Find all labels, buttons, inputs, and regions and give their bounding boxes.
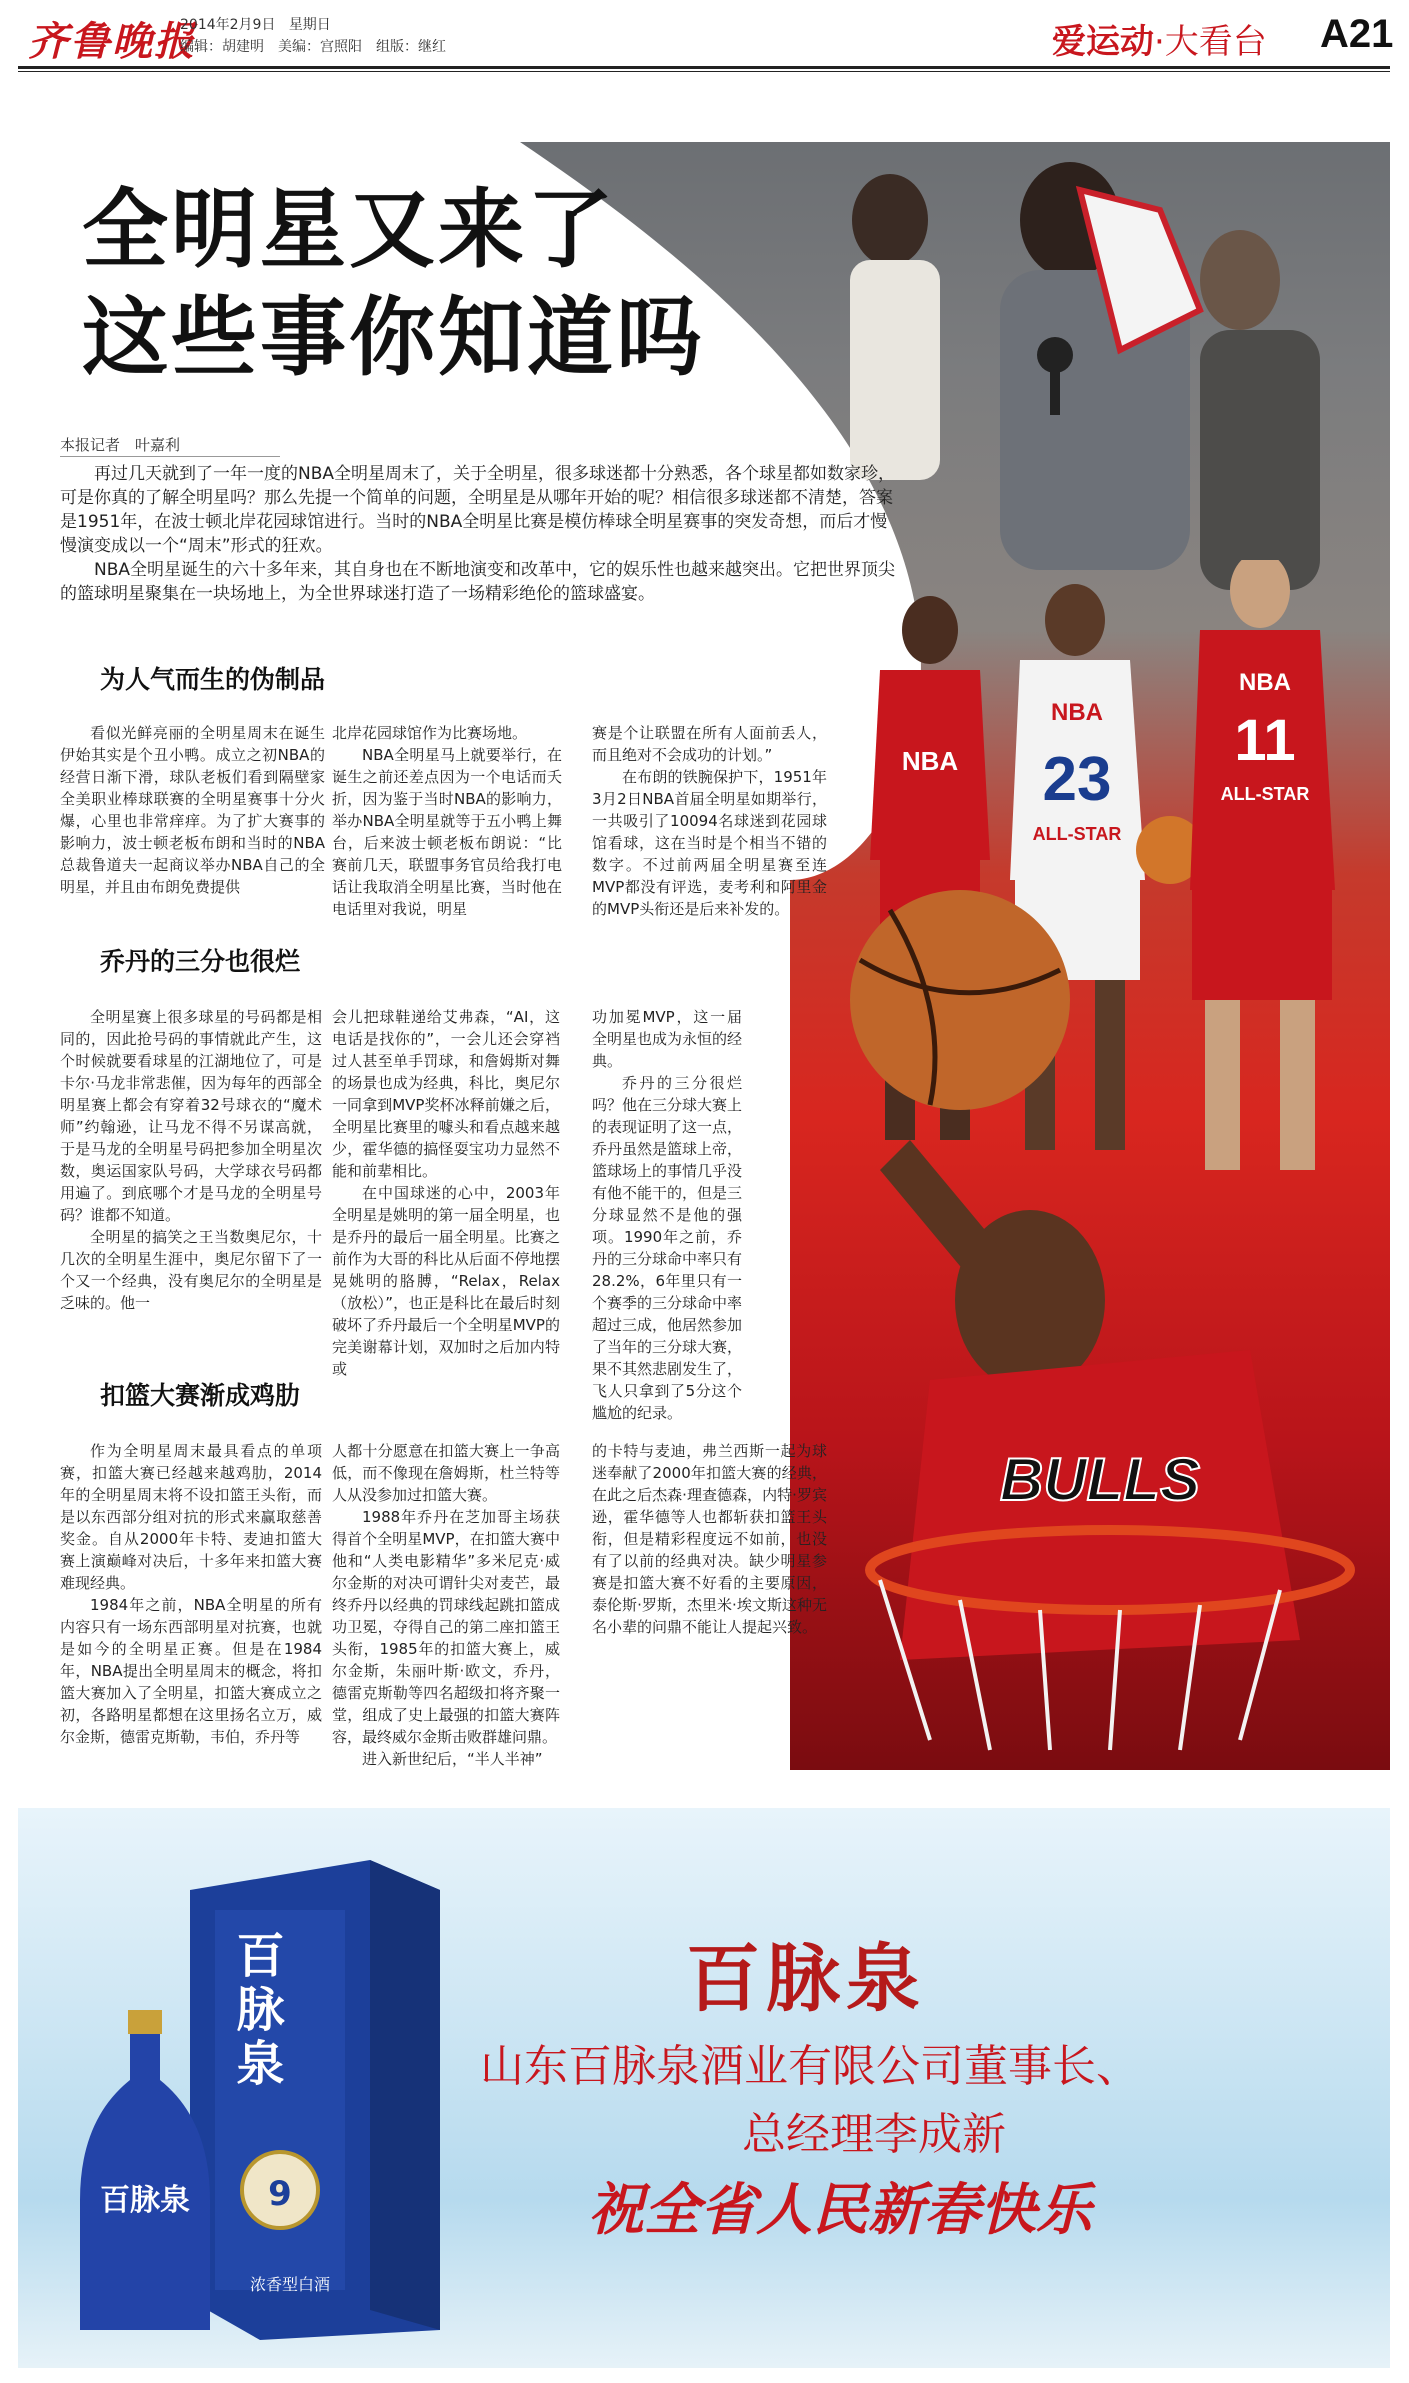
page-number: A21 xyxy=(1320,12,1394,56)
masthead: 齐鲁晚报 xyxy=(28,18,196,65)
jersey-right-allstar: ALL-STAR xyxy=(1220,784,1310,804)
box-footer: 浓香型白酒 xyxy=(249,2275,331,2294)
headline xyxy=(82,176,705,392)
section2-col1-text-a: 全明星赛上很多球星的号码都是相同的，因此抢号码的事情就此产生，这个时候就要看球星的江湖地位了，可是卡尔·马龙非常悲催，因为每年的西部全明星赛上都会有穿着32号球衣的“魔术师”约翰逊，让马龙不得不另谋高就，于是马龙的全明星号码把参加全明星次数，奥运国家队号码，大学球衣号码都用遍了。到底哪个才是马龙的全明星号码？谁都不知道。 xyxy=(60,1008,322,1224)
credits: 编辑：胡建明 美编：宫照阳 组版：继红 xyxy=(180,39,446,55)
lead-paragraph-1: 再过几天就到了一年一度的NBA全明星周末了，关于全明星，很多球迷都十分熟悉，各个球星都如数家珍，可是你真的了解全明星吗？那么先提一个简单的问题，全明星是从哪年开始的呢？相信很多球迷都不清楚，答案是1951年，在波士顿北岸花园球馆进行。当时的NBA全明星比赛是模仿棒球全明星赛事的突发奇想，而后才慢慢演变成以一个“周末”形式的狂欢。 xyxy=(60,464,896,556)
section3-col1 xyxy=(60,1440,322,1748)
section2-col2-text-a: 会儿把球鞋递给艾弗森，“AI，这电话是找你的”，一会儿还会穿裆过人甚至单手罚球，和詹姆斯对舞的场景也成为经典，科比，奥尼尔一同拿到MVP奖杯冰释前嫌之后，全明星比赛里的噱头和看点越来越少，霍华德的搞怪耍宝功力显然不能和前辈相比。 xyxy=(332,1008,560,1180)
section2-col2 xyxy=(332,1006,560,1380)
weekday: 星期日 xyxy=(288,17,331,33)
section2-col3-text-b: 乔丹的三分很烂吗？他在三分球大赛上的表现证明了这一点，乔丹虽然是篮球上帝，篮球场上的事情几乎没有他不能干的，但是三分球显然不是他的强项。1990年之前，乔丹的三分球命中率只有28.2%，6年里只有一个赛季的三分球命中率超过三成，他居然参加了当年的三分球大赛，果不其然悲剧发生了，飞人只拿到了5分这个尴尬的纪录。 xyxy=(592,1074,743,1422)
section-sub: ·大看台 xyxy=(1154,22,1267,62)
jersey-mid-allstar: ALL-STAR xyxy=(1032,824,1122,844)
section2-col1-text-b: 全明星的搞笑之王当数奥尼尔，十几次的全明星生涯中，奥尼尔留下了一个又一个经典，没有奥尼尔的全明星是乏味的。他一 xyxy=(60,1228,322,1312)
section3-col2 xyxy=(332,1440,560,1770)
ad-brand: 百脉泉 xyxy=(686,1936,926,2022)
jersey-left-team: NBA xyxy=(901,746,959,776)
section3-col3-text: 的卡特与麦迪，弗兰西斯一起为球迷奉献了2000年扣篮大赛的经典，在此之后杰森·理查德森，内特·罗宾逊，霍华德等人也都斩获扣篮王头衔，但是精彩程度远不如前，也没有了以前的经典对决。缺少明星参赛是扣篮大赛不好看的主要原因，泰伦斯·罗斯，杰里米·埃文斯这种无名小辈的问鼎不能让人提起兴致。 xyxy=(592,1442,827,1636)
section3-col3 xyxy=(592,1440,827,1638)
section-name: 爱运动 xyxy=(1052,22,1154,62)
section3-col1-text-a: 作为全明星周末最具看点的单项赛，扣篮大赛已经越来越鸡肋，2014年的全明星周末将不设扣篮王头衔，而是以东西部分组对抗的形式来赢取慈善奖金。自从2000年卡特、麦迪扣篮大赛上演巅峰对决后，十多年来扣篮大赛难现经典。 xyxy=(60,1442,322,1592)
section3-col1-text-b: 1984年之前，NBA全明星的所有内容只有一场东西部明星对抗赛，也就是如今的全明星正赛。但是在1984年，NBA提出全明星周末的概念，将扣篮大赛加入了全明星，扣篮大赛成立之初，各路明星都想在这里扬名立万，威尔金斯，德雷克斯勒，韦伯，乔丹等 xyxy=(60,1596,322,1746)
section1-col3-text-a: 赛是个让联盟在所有人面前丢人，而且绝对不会成功的计划。” xyxy=(592,724,827,764)
jersey-right-number: 11 xyxy=(1234,708,1296,773)
section2-col3 xyxy=(592,1006,742,1424)
jersey-mid-team: NBA xyxy=(1051,699,1103,726)
section3-col2-text-b: 1988年乔丹在芝加哥主场获得首个全明星MVP，在扣篮大赛中他和“人类电影精华”多米尼克·威尔金斯的对决可谓针尖对麦芒，最终乔丹以经典的罚球线起跳扣篮成功卫冕，夺得自己的第二座扣篮王头衔，1985年的扣篮大赛上，威尔金斯，朱丽叶斯·欧文，乔丹，德雷克斯勒等四名超级扣将齐聚一堂，组成了史上最强的扣篮大赛阵容，最终威尔金斯击败群雄问鼎。 xyxy=(332,1508,560,1746)
section1-col1 xyxy=(60,722,325,898)
section1-col2 xyxy=(332,722,562,920)
lead-paragraph-2: NBA全明星诞生的六十多年来，其自身也在不断地演变和改革中，它的娱乐性也越来越突出。它把世界顶尖的篮球明星聚集在一块场地上，为全世界球迷打造了一场精彩绝伦的篮球盛宴。 xyxy=(60,560,896,604)
section1-col3-text-b: 在布朗的铁腕保护下，1951年3月2日NBA首届全明星如期举行，一共吸引了10094名球迷到花园球馆看球，这在当时是个相当不错的数字。不过前两届全明星赛至连MVP都没有评选，麦考利和阿里金的MVP头衔还是后来补发的。 xyxy=(592,768,827,918)
headline-line2: 这些事你知道吗 xyxy=(82,288,705,388)
ad-line1: 山东百脉泉酒业有限公司董事长、 xyxy=(480,2041,1140,2092)
lead-text xyxy=(60,462,895,606)
section3-col2-text-c: 进入新世纪后，“半人半神” xyxy=(362,1750,543,1768)
dunk-photo xyxy=(780,880,1390,1760)
headline-line1: 全明星又来了 xyxy=(82,180,616,280)
header-rule-thin xyxy=(18,71,1390,72)
bottle-text: 百脉泉 xyxy=(100,2183,190,2218)
section3-title: 扣篮大赛渐成鸡肋 xyxy=(100,1381,301,1410)
section3-col2-text-a: 人都十分愿意在扣篮大赛上一争高低，而不像现在詹姆斯，杜兰特等人从没参加过扣篮大赛。 xyxy=(332,1442,560,1504)
ad-line3: 祝全省人民新春快乐 xyxy=(588,2177,1092,2243)
bulls-jersey-text: BULLS xyxy=(1000,1446,1200,1513)
section1-col2-text-b: NBA全明星马上就要举行，在诞生之前还差点因为一个电话而夭折，因为鉴于当时NBA的影响力，举办NBA全明星就等于五小鸭上舞台，后来波士顿老板布朗说：“比赛前几天，联盟事务官员给我打电话让我取消全明星比赛，当时他在电话里对我说，明星 xyxy=(332,746,562,918)
byline-rule xyxy=(60,456,280,457)
section1-col1-text: 看似光鲜亮丽的全明星周末在诞生伊始其实是个丑小鸭。成立之初NBA的经营日渐下滑，球队老板们看到隔壁家全美职业棒球联赛的全明星赛事十分火爆，心里也非常痒痒。为了扩大赛事的影响力，波士顿老板布朗和当时的NBA总裁鲁道夫一起商议举办NBA自己的全明星，并且由布朗免费提供 xyxy=(60,724,325,896)
jersey-right-team: NBA xyxy=(1239,669,1291,696)
issue-date xyxy=(180,14,331,34)
header-rule xyxy=(18,66,1390,69)
section1-title: 为人气而生的伪制品 xyxy=(100,665,326,694)
jersey-mid-number: 23 xyxy=(1042,745,1112,814)
box-brand: 百脉泉 xyxy=(228,1930,284,2092)
section1-col2-text-a: 北岸花园球馆作为比赛场地。 xyxy=(332,724,528,742)
section1-col3 xyxy=(592,722,827,920)
section2-title: 乔丹的三分也很烂 xyxy=(100,947,301,976)
date: 2014年2月9日 xyxy=(180,17,276,33)
ad-line2: 总经理李成新 xyxy=(742,2109,1006,2160)
section2-col3-text-a: 功加冕MVP，这一届全明星也成为永恒的经典。 xyxy=(592,1008,743,1070)
box-badge: 9 xyxy=(268,2174,292,2214)
byline: 本报记者 叶嘉利 xyxy=(60,436,181,454)
section2-col1 xyxy=(60,1006,322,1314)
section2-col2-text-b: 在中国球迷的心中，2003年全明星是姚明的第一届全明星，也是乔丹的最后一届全明星。比赛之前作为大哥的科比从后面不停地摆晃姚明的胳膊，“Relax，Relax（放松）”，也正是科比在最后时刻破坏了乔丹最后一个全明星MVP的完美谢幕计划，双加时之后加内特或 xyxy=(332,1184,560,1378)
section-title xyxy=(1052,14,1267,63)
